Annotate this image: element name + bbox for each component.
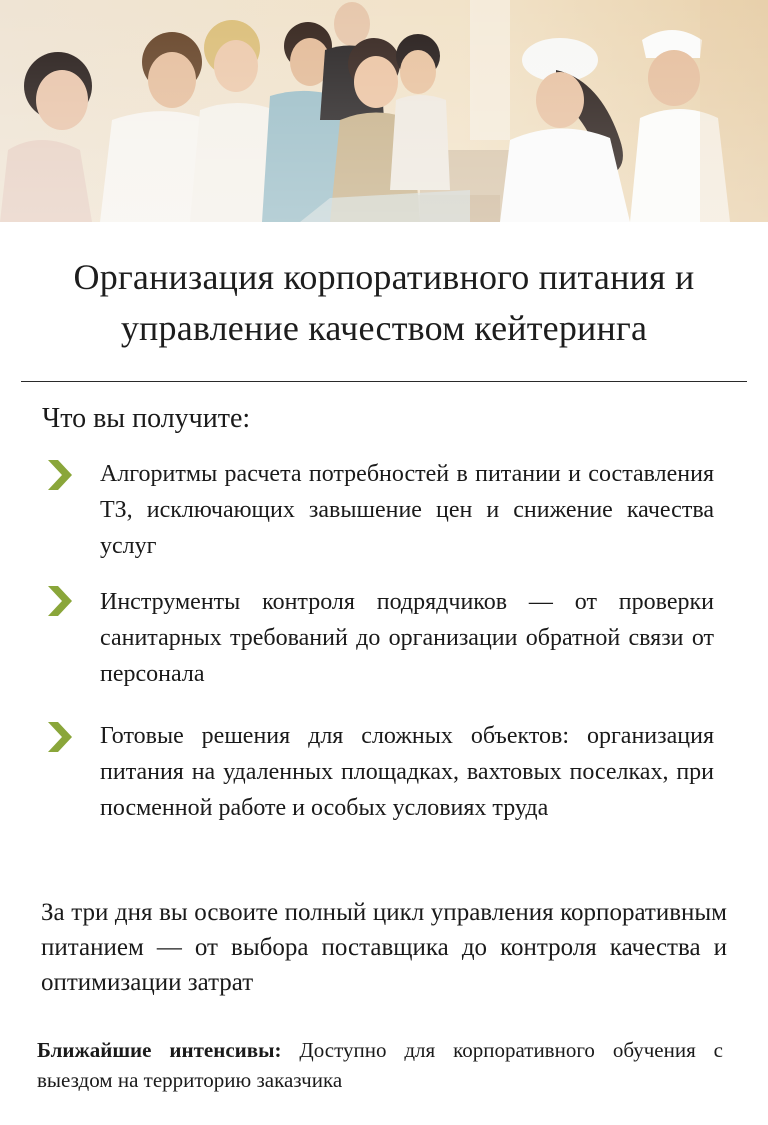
title-line-1: Организация корпоративного питания и [73,257,695,297]
title-line-2: управление качеством кейтеринга [120,308,648,348]
footer-text: Доступно для корпоративного обучения с выездом на территорию заказчика [37,1038,723,1092]
course-summary: За три дня вы освоите полный цикл управления корпоративным питанием — от выбора поставщика до контроля качества и оптимизации затрат [41,899,727,996]
footer-label: Ближайшие интенсивы: [37,1038,282,1062]
page-title [0,252,768,354]
cafeteria-photo-illustration [0,0,768,222]
footer-note [37,1035,723,1095]
benefit-item-text: Алгоритмы расчета потребностей в питании и составления ТЗ, исключающих завышение цен и снижение качества услуг [100,461,714,559]
benefit-item-text: Готовые решения для сложных объектов: организация питания на удаленных площадках, вахтовых поселках, при посменной работе и особых условиях труда [100,723,714,821]
title-divider [21,381,747,382]
chevron-right-icon [46,458,74,492]
benefit-item-text: Инструменты контроля подрядчиков — от проверки санитарных требований до организации обратной связи от персонала [100,589,714,687]
benefits-heading: Что вы получите: [42,403,251,434]
chevron-right-icon [46,584,74,618]
chevron-right-icon [46,720,74,754]
hero-photo [0,0,768,222]
